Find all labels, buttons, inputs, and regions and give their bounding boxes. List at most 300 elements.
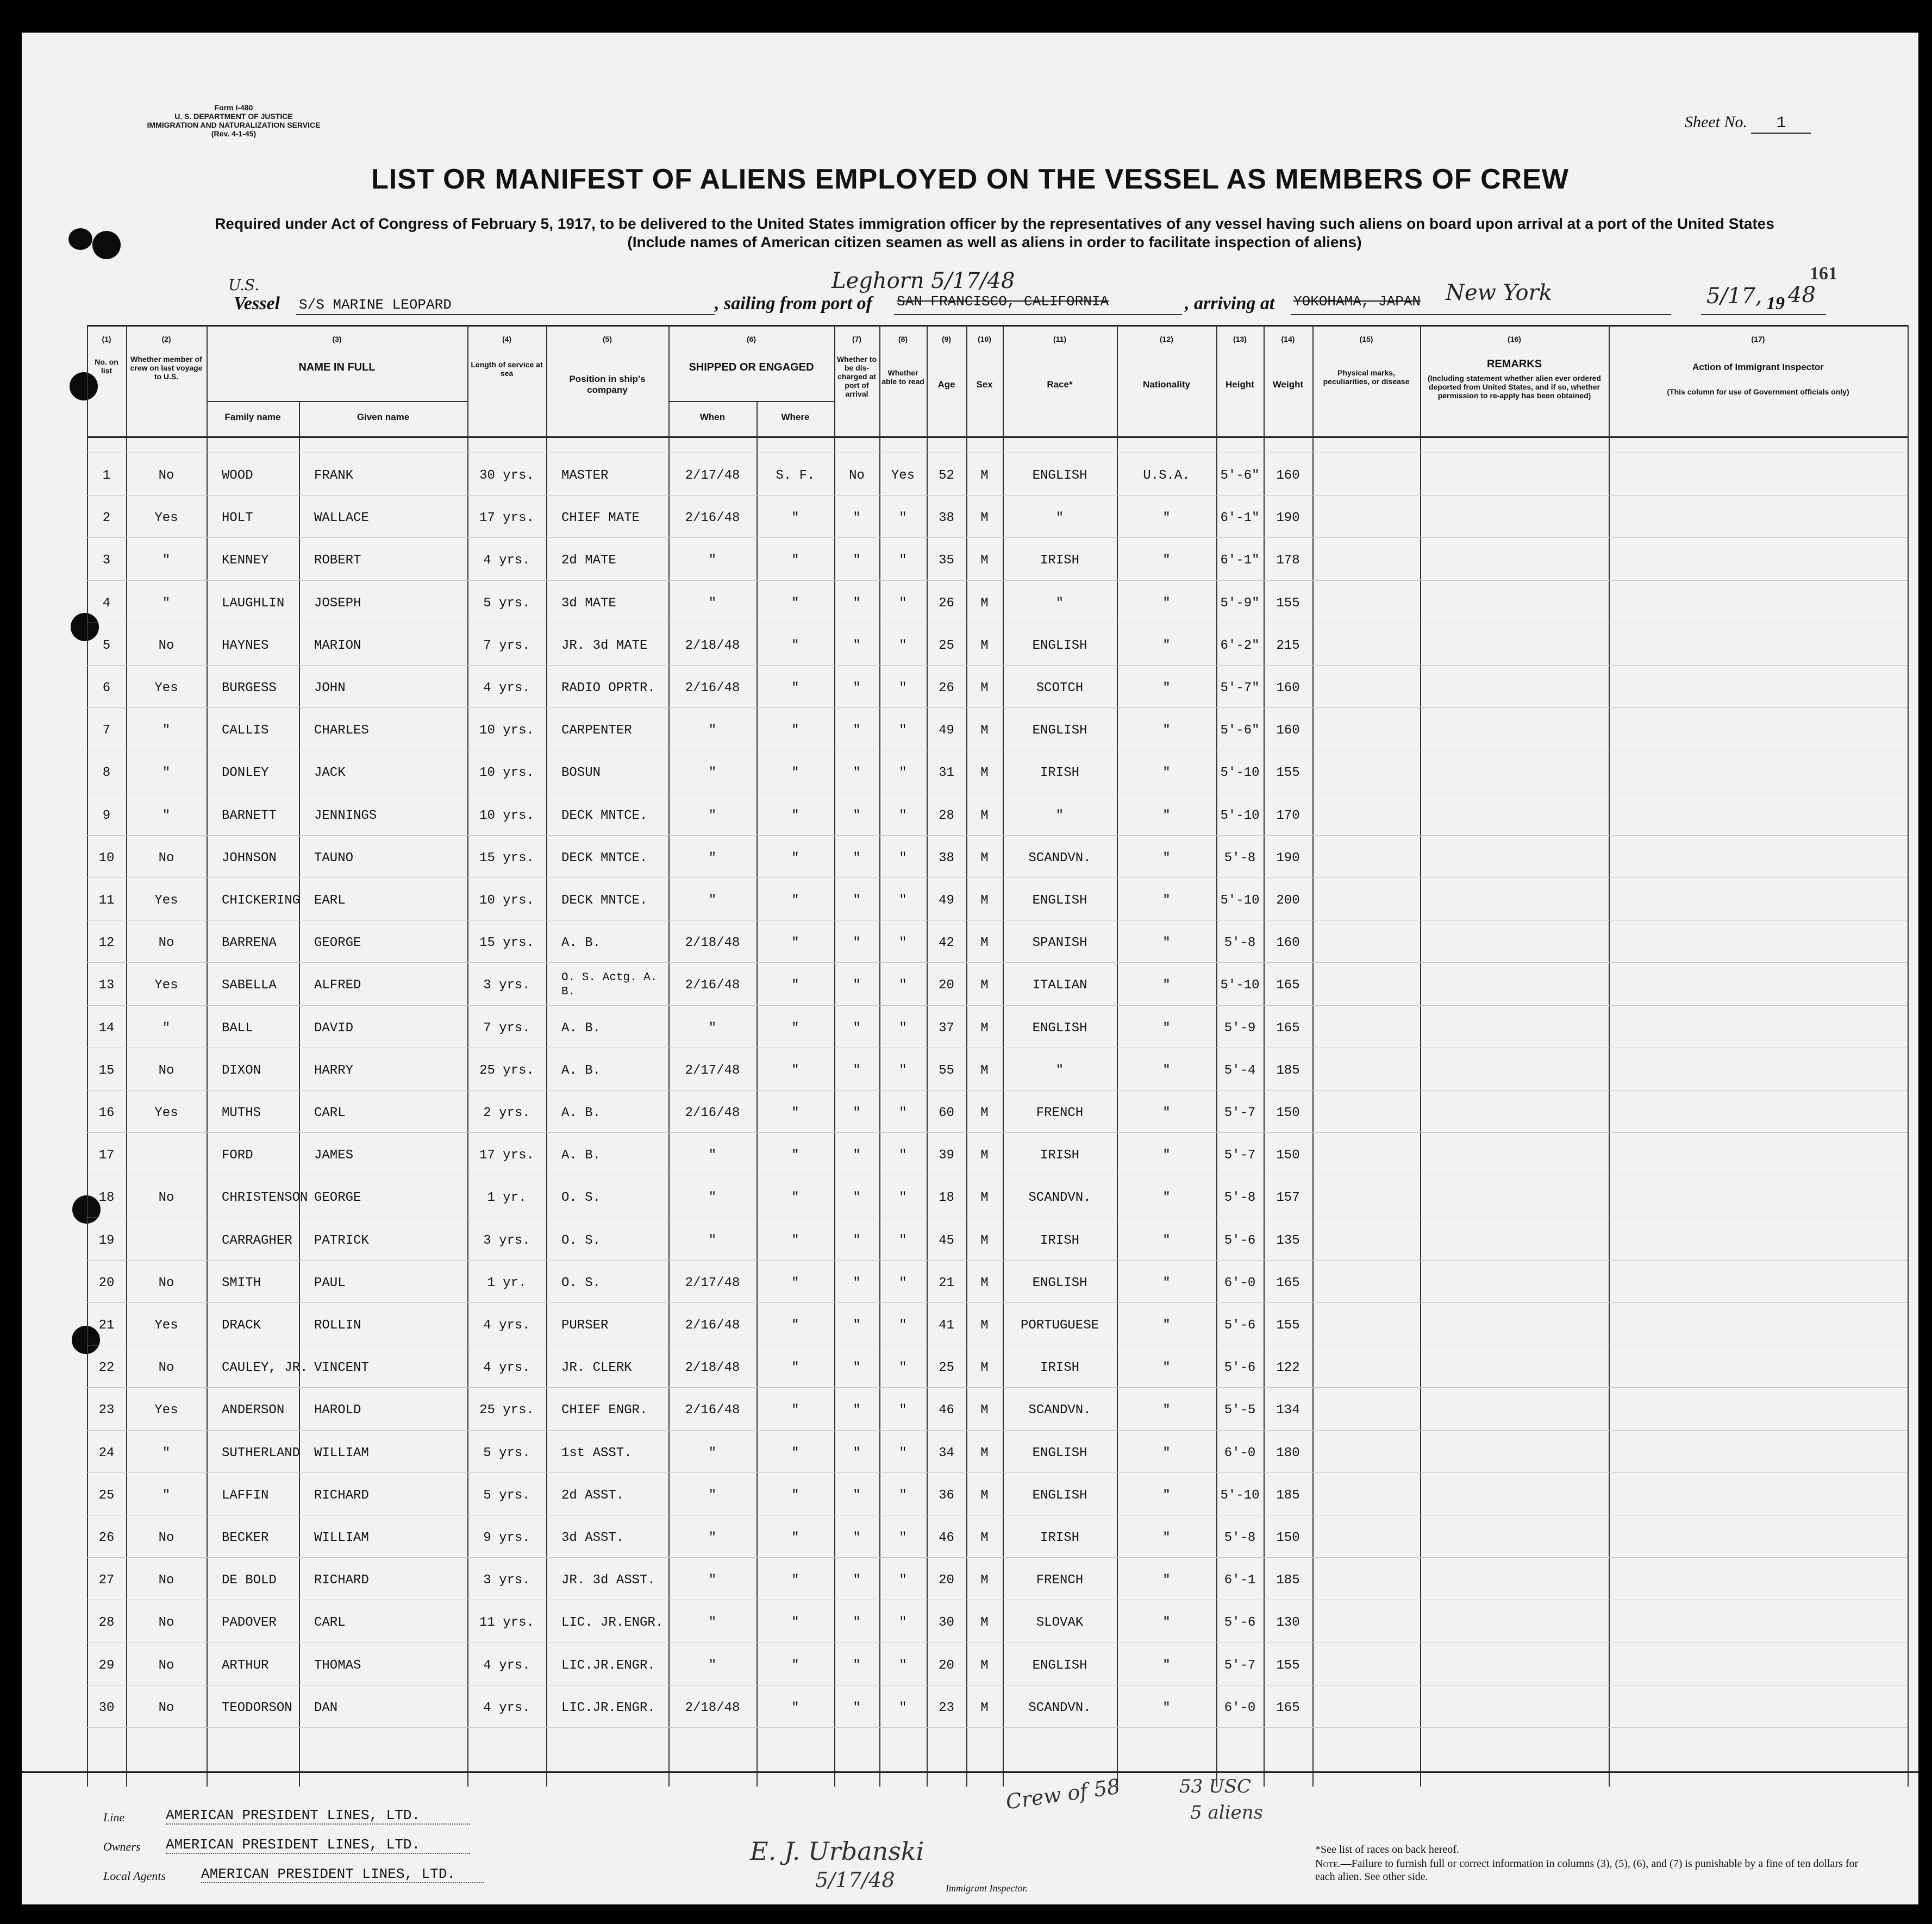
crew-detail-2: 5 aliens	[1190, 1802, 1263, 1823]
cell-weight: 155	[1276, 766, 1300, 781]
cell-shipped-when: 2/18/48	[685, 1700, 740, 1715]
cell-position: O. S.	[561, 1233, 601, 1248]
cell-age: 49	[939, 893, 954, 908]
row-number: 12	[98, 936, 115, 951]
cell-shipped-when: 2/16/48	[685, 1106, 740, 1120]
header-race: Race*	[1047, 379, 1073, 390]
cell-shipped-when: 2/18/48	[685, 1361, 740, 1376]
column-number: (13)	[1233, 335, 1247, 343]
header-able-to-read: Whether able to read	[881, 368, 924, 386]
cell-weight: 185	[1276, 1063, 1300, 1078]
cell-able-to-read: "	[899, 1106, 907, 1120]
column-number: (9)	[941, 335, 952, 343]
cell-length-of-service: 4 yrs.	[483, 553, 530, 568]
cell-height: 5'-10	[1220, 978, 1260, 993]
cell-race: IRISH	[1040, 1531, 1079, 1545]
cell-last-voyage: "	[162, 1488, 171, 1503]
cell-weight: 135	[1276, 1233, 1300, 1248]
cell-shipped-where: "	[791, 1020, 799, 1036]
cell-age: 35	[939, 553, 954, 568]
cell-able-to-read: "	[899, 723, 907, 738]
cell-weight: 165	[1276, 978, 1300, 993]
year-prefix: 19	[1766, 293, 1785, 314]
cell-position: DECK MNTCE.	[561, 850, 648, 866]
cell-discharged: "	[853, 553, 861, 568]
stamp-number: 161	[1810, 264, 1837, 284]
row-rule	[87, 495, 1908, 496]
cell-discharged: "	[853, 681, 861, 695]
column-divider	[1003, 325, 1004, 1787]
row-number: 4	[102, 596, 111, 611]
cell-weight: 180	[1276, 1445, 1300, 1461]
cell-height: 6'-2"	[1220, 638, 1260, 653]
cell-nationality: "	[1162, 1615, 1171, 1631]
header-physical-marks: Physical marks, peculiarities, or disease	[1323, 368, 1410, 386]
table-row	[87, 1659, 1908, 1681]
cell-shipped-where: "	[791, 936, 799, 951]
form-revision: (Rev. 4-1-45)	[211, 129, 257, 138]
header-when: When	[699, 412, 726, 422]
cell-last-voyage: Yes	[154, 978, 178, 993]
row-rule	[87, 1132, 1908, 1133]
column-number: (1)	[102, 335, 111, 343]
sheet-number-value: 1	[1751, 114, 1811, 134]
cell-race: IRISH	[1040, 766, 1079, 781]
cell-shipped-where: "	[791, 1233, 799, 1248]
page-title: LIST OR MANIFEST OF ALIENS EMPLOYED ON THE VESSEL AS MEMBERS OF CREW	[371, 164, 1569, 195]
column-divider	[467, 325, 468, 1787]
cell-nationality: "	[1162, 850, 1171, 866]
sheet-number-label: Sheet No.	[1685, 113, 1747, 131]
cell-given-name: GEORGE	[314, 936, 361, 951]
cell-weight: 165	[1276, 1275, 1300, 1290]
cell-able-to-read: "	[899, 1148, 907, 1163]
row-number: 8	[102, 766, 111, 781]
cell-position: LIC. JR.ENGR.	[561, 1615, 664, 1631]
line-value: AMERICAN PRESIDENT LINES, LTD.	[166, 1807, 470, 1825]
punch-hole	[68, 228, 92, 250]
cell-given-name: JACK	[314, 766, 346, 781]
table-row	[87, 936, 1908, 958]
row-number: 25	[98, 1488, 115, 1503]
cell-family-name: PADOVER	[222, 1615, 277, 1631]
cell-family-name: DRACK	[222, 1318, 261, 1333]
cell-shipped-where: "	[791, 1531, 799, 1545]
cell-weight: 190	[1276, 850, 1300, 866]
cell-race: ITALIAN	[1032, 978, 1087, 993]
row-rule	[87, 537, 1908, 538]
cell-discharged: "	[853, 596, 861, 611]
cell-family-name: DIXON	[222, 1063, 261, 1078]
cell-able-to-read: "	[899, 893, 907, 908]
cell-age: 20	[939, 978, 954, 993]
cell-last-voyage: No	[158, 1275, 174, 1290]
row-number: 29	[98, 1658, 115, 1673]
cell-position: O. S.	[561, 1190, 601, 1206]
cell-position: CHIEF MATE	[561, 511, 640, 526]
cell-given-name: HAROLD	[314, 1403, 361, 1418]
cell-nationality: U.S.A.	[1143, 468, 1190, 483]
table-row	[87, 1361, 1908, 1383]
cell-nationality: "	[1162, 1020, 1171, 1036]
cell-race: ENGLISH	[1032, 1275, 1087, 1290]
cell-shipped-where: "	[791, 1190, 799, 1206]
cell-family-name: CARRAGHER	[222, 1233, 292, 1248]
inspector-label: Immigrant Inspector.	[946, 1883, 1028, 1894]
cell-shipped-where: "	[791, 1106, 799, 1120]
cell-race: SCANDVN.	[1028, 1190, 1091, 1206]
cell-length-of-service: 2 yrs.	[483, 1106, 530, 1120]
row-rule	[87, 1090, 1908, 1091]
row-number: 24	[98, 1445, 115, 1461]
cell-race: "	[1055, 596, 1064, 611]
cell-age: 25	[939, 638, 954, 653]
cell-sex: M	[980, 1063, 989, 1078]
cell-nationality: "	[1162, 1361, 1171, 1376]
row-rule	[87, 1005, 1908, 1006]
table-row	[87, 1276, 1908, 1298]
cell-able-to-read: "	[899, 1020, 907, 1036]
cell-age: 23	[939, 1700, 954, 1715]
row-number: 21	[98, 1318, 115, 1333]
cell-age: 21	[939, 1275, 954, 1290]
cell-nationality: "	[1162, 553, 1171, 568]
cell-shipped-when: "	[708, 1020, 717, 1036]
cell-race: SPANISH	[1032, 936, 1087, 951]
cell-able-to-read: "	[899, 1190, 907, 1206]
cell-given-name: WALLACE	[314, 511, 369, 526]
cell-sex: M	[980, 511, 989, 526]
cell-last-voyage: Yes	[154, 893, 178, 908]
row-number: 11	[98, 893, 115, 908]
cell-length-of-service: 3 yrs.	[483, 1573, 530, 1588]
cell-height: 5'-6	[1224, 1615, 1256, 1631]
row-number: 28	[98, 1615, 115, 1631]
arriving-label: , arriving at	[1185, 293, 1275, 314]
cell-last-voyage: "	[162, 723, 171, 738]
row-number: 7	[102, 723, 111, 738]
cell-shipped-where: "	[791, 893, 799, 908]
cell-race: IRISH	[1040, 1361, 1079, 1376]
cell-shipped-when: "	[708, 850, 717, 866]
cell-nationality: "	[1162, 1190, 1171, 1206]
cell-length-of-service: 25 yrs.	[479, 1403, 534, 1418]
cell-discharged: "	[853, 1488, 861, 1503]
cell-discharged: "	[853, 1063, 861, 1078]
cell-discharged: "	[853, 1361, 861, 1376]
cell-weight: 160	[1276, 936, 1300, 951]
cell-race: ENGLISH	[1032, 1445, 1087, 1461]
cell-discharged: "	[853, 808, 861, 823]
cell-discharged: "	[853, 1403, 861, 1418]
cell-able-to-read: "	[899, 1700, 907, 1715]
cell-shipped-where: "	[791, 808, 799, 823]
column-divider	[927, 325, 928, 1787]
arriving-typed: YOKOHAMA, JAPAN	[1293, 293, 1421, 310]
cell-shipped-where: "	[791, 511, 799, 526]
cell-family-name: ANDERSON	[222, 1403, 285, 1418]
cell-family-name: BARNETT	[222, 808, 277, 823]
column-number: (17)	[1751, 335, 1765, 343]
cell-sex: M	[980, 553, 989, 568]
cell-length-of-service: 10 yrs.	[479, 893, 534, 908]
table-row	[87, 1489, 1908, 1511]
header-height: Height	[1226, 379, 1254, 390]
cell-length-of-service: 3 yrs.	[483, 978, 530, 993]
cell-nationality: "	[1162, 511, 1171, 526]
column-divider	[1264, 325, 1265, 1787]
cell-weight: 170	[1276, 808, 1300, 823]
cell-last-voyage: No	[158, 1615, 174, 1631]
cell-able-to-read: "	[899, 1615, 907, 1631]
cell-discharged: "	[853, 936, 861, 951]
row-rule	[87, 1557, 1908, 1558]
cell-shipped-when: "	[708, 1615, 717, 1631]
cell-able-to-read: "	[899, 596, 907, 611]
cell-race: IRISH	[1040, 1233, 1079, 1248]
cell-nationality: "	[1162, 978, 1171, 993]
cell-discharged: "	[853, 766, 861, 781]
subtitle-note: (Include names of American citizen seamen as well as aliens in order to facilitate inspection of aliens)	[627, 234, 1362, 250]
cell-race: "	[1055, 808, 1064, 823]
cell-length-of-service: 17 yrs.	[479, 1148, 534, 1163]
cell-shipped-where: "	[791, 978, 799, 993]
cell-sex: M	[980, 1106, 989, 1120]
cell-given-name: MARION	[314, 638, 361, 653]
cell-family-name: LAFFIN	[222, 1488, 269, 1503]
cell-shipped-when: 2/18/48	[685, 936, 740, 951]
cell-able-to-read: "	[899, 1361, 907, 1376]
cell-shipped-when: "	[708, 1148, 717, 1163]
cell-length-of-service: 15 yrs.	[479, 850, 534, 866]
row-number: 30	[98, 1700, 115, 1715]
row-number: 20	[98, 1275, 115, 1290]
cell-able-to-read: Yes	[891, 468, 915, 483]
cell-shipped-when: "	[708, 596, 717, 611]
cell-given-name: VINCENT	[314, 1361, 369, 1376]
cell-sex: M	[980, 978, 989, 993]
shipped-subheader-border	[668, 401, 834, 402]
sheet-number	[1685, 113, 1811, 134]
cell-age: 46	[939, 1403, 954, 1418]
cell-race: ENGLISH	[1032, 893, 1087, 908]
cell-last-voyage: No	[158, 1531, 174, 1545]
table-row	[87, 681, 1908, 703]
cell-age: 36	[939, 1488, 954, 1503]
cell-sex: M	[980, 808, 989, 823]
cell-able-to-read: "	[899, 1063, 907, 1078]
cell-nationality: "	[1162, 1063, 1171, 1078]
cell-discharged: "	[853, 1106, 861, 1120]
row-rule	[87, 1302, 1908, 1303]
cell-position: A. B.	[561, 1148, 601, 1163]
row-rule	[87, 1472, 1908, 1473]
cell-sex: M	[980, 1573, 989, 1588]
cell-last-voyage: "	[162, 766, 171, 781]
cell-discharged: No	[849, 468, 865, 483]
cell-able-to-read: "	[899, 1658, 907, 1673]
cell-nationality: "	[1162, 1106, 1171, 1120]
cell-length-of-service: 4 yrs.	[483, 1318, 530, 1333]
table-row	[87, 1531, 1908, 1553]
cell-race: SLOVAK	[1036, 1615, 1084, 1631]
cell-given-name: PAUL	[314, 1275, 346, 1290]
table-row	[87, 597, 1908, 618]
cell-height: 6'-0	[1224, 1700, 1256, 1715]
cell-age: 37	[939, 1020, 954, 1036]
cell-sex: M	[980, 596, 989, 611]
cell-last-voyage: No	[158, 1573, 174, 1588]
cell-able-to-read: "	[899, 511, 907, 526]
manifest-footer	[22, 1771, 1918, 1904]
cell-nationality: "	[1162, 893, 1171, 908]
cell-age: 46	[939, 1531, 954, 1545]
cell-sex: M	[980, 1700, 989, 1715]
cell-given-name: HARRY	[314, 1063, 354, 1078]
cell-last-voyage: No	[158, 850, 174, 866]
row-number: 26	[98, 1531, 115, 1545]
cell-length-of-service: 10 yrs.	[479, 808, 534, 823]
cell-discharged: "	[853, 1275, 861, 1290]
cell-age: 55	[939, 1063, 954, 1078]
cell-race: IRISH	[1040, 553, 1079, 568]
cell-family-name: LAUGHLIN	[222, 596, 285, 611]
date-hand: 5/17,	[1706, 284, 1762, 309]
header-no-on-list: No. on list	[95, 358, 118, 375]
cell-shipped-when: 2/16/48	[685, 1318, 740, 1333]
cell-weight: 165	[1276, 1700, 1300, 1715]
cell-given-name: JOSEPH	[314, 596, 361, 611]
cell-nationality: "	[1162, 681, 1171, 695]
header-remarks: REMARKS	[1486, 358, 1542, 370]
column-divider	[87, 325, 88, 1787]
table-row	[87, 469, 1908, 491]
row-number: 5	[102, 638, 111, 653]
cell-shipped-where: "	[791, 723, 799, 738]
cell-sex: M	[980, 1658, 989, 1673]
cell-position: O. S. Actg. A. B.	[561, 972, 658, 999]
column-divider	[1216, 325, 1217, 1787]
row-number: 23	[98, 1403, 115, 1418]
races-note: *See list of races on back hereof.	[1315, 1844, 1459, 1856]
cell-height: 5'-5	[1224, 1403, 1256, 1418]
cell-age: 28	[939, 808, 954, 823]
cell-position: BOSUN	[561, 766, 601, 781]
cell-family-name: CHRISTENSON	[222, 1190, 308, 1206]
cell-last-voyage: No	[158, 1700, 174, 1715]
cell-shipped-where: "	[791, 1148, 799, 1163]
cell-able-to-read: "	[899, 638, 907, 653]
cell-family-name: HOLT	[222, 511, 253, 526]
column-number: (14)	[1281, 335, 1295, 343]
cell-age: 38	[939, 511, 954, 526]
column-divider	[668, 325, 670, 1787]
inspector-signature: E. J. Urbanski	[750, 1837, 924, 1866]
cell-length-of-service: 11 yrs.	[479, 1615, 534, 1631]
table-row	[87, 894, 1908, 916]
column-number: (4)	[502, 335, 512, 343]
cell-height: 5'-9	[1224, 1020, 1256, 1036]
header-action-note: (This column for use of Government officials only)	[1667, 387, 1849, 396]
row-number: 2	[102, 511, 111, 526]
cell-given-name: ROBERT	[314, 553, 361, 568]
cell-nationality: "	[1162, 1403, 1171, 1418]
cell-race: SCANDVN.	[1028, 1700, 1091, 1715]
cell-given-name: EARL	[314, 893, 346, 908]
cell-discharged: "	[853, 1318, 861, 1333]
cell-height: 6'-0	[1224, 1275, 1256, 1290]
cell-discharged: "	[853, 1615, 861, 1631]
cell-sex: M	[980, 1615, 989, 1631]
table-row	[87, 1616, 1908, 1638]
table-row	[87, 766, 1908, 788]
cell-discharged: "	[853, 1700, 861, 1715]
cell-shipped-where: "	[791, 1063, 799, 1078]
header-remarks-note: (Including statement whether alien ever ordered deported from United States, and if so, whether permission to re-apply has been obtained)	[1428, 374, 1601, 400]
cell-length-of-service: 1 yr.	[487, 1275, 527, 1290]
cell-height: 5'-10	[1220, 808, 1260, 823]
cell-given-name: DAN	[314, 1700, 338, 1715]
cell-weight: 160	[1276, 468, 1300, 483]
penalty-note-text: —Failure to furnish full or correct information in columns (3), (5), (6), and (7) is punishable by a fine of ten dollars for each alien. See other side.	[1315, 1858, 1859, 1883]
column-number: (12)	[1160, 335, 1173, 343]
cell-discharged: "	[853, 1531, 861, 1545]
vessel-name: S/S MARINE LEOPARD	[299, 297, 452, 313]
cell-family-name: TEODORSON	[222, 1700, 292, 1715]
cell-race: SCOTCH	[1036, 681, 1084, 695]
column-divider	[126, 325, 127, 1787]
cell-family-name: CAULEY, JR.	[222, 1361, 308, 1376]
cell-position: DECK MNTCE.	[561, 893, 648, 908]
header-action-of-inspector: Action of Immigrant Inspector	[1692, 362, 1824, 372]
cell-shipped-when: "	[708, 808, 717, 823]
cell-weight: 155	[1276, 1658, 1300, 1673]
cell-race: ENGLISH	[1032, 468, 1087, 483]
cell-able-to-read: "	[899, 936, 907, 951]
cell-discharged: "	[853, 978, 861, 993]
cell-position: LIC.JR.ENGR.	[561, 1700, 655, 1715]
cell-able-to-read: "	[899, 1445, 907, 1461]
cell-discharged: "	[853, 723, 861, 738]
cell-age: 39	[939, 1148, 954, 1163]
cell-shipped-when: "	[708, 766, 717, 781]
column-divider	[879, 325, 880, 1787]
column-divider	[546, 325, 547, 1787]
cell-family-name: WOOD	[222, 468, 253, 483]
cell-nationality: "	[1162, 936, 1171, 951]
cell-shipped-when: "	[708, 723, 717, 738]
cell-height: 5'-10	[1220, 893, 1260, 908]
row-number: 27	[98, 1573, 115, 1588]
cell-age: 31	[939, 766, 954, 781]
cell-weight: 178	[1276, 553, 1300, 568]
cell-weight: 122	[1276, 1361, 1300, 1376]
row-rule	[87, 962, 1908, 963]
header-discharged: Whether to be dis-charged at port of arrival	[836, 355, 877, 398]
row-number: 18	[98, 1190, 115, 1206]
cell-shipped-where: "	[791, 596, 799, 611]
punch-hole	[92, 231, 121, 259]
form-department: U. S. DEPARTMENT OF JUSTICE	[174, 112, 293, 121]
cell-position: 3d MATE	[561, 596, 616, 611]
cell-weight: 155	[1276, 1318, 1300, 1333]
cell-weight: 200	[1276, 893, 1300, 908]
cell-weight: 150	[1276, 1531, 1300, 1545]
cell-nationality: "	[1162, 1658, 1171, 1673]
cell-length-of-service: 7 yrs.	[483, 1020, 530, 1036]
cell-shipped-when: "	[708, 1445, 717, 1461]
cell-shipped-where: "	[791, 681, 799, 695]
